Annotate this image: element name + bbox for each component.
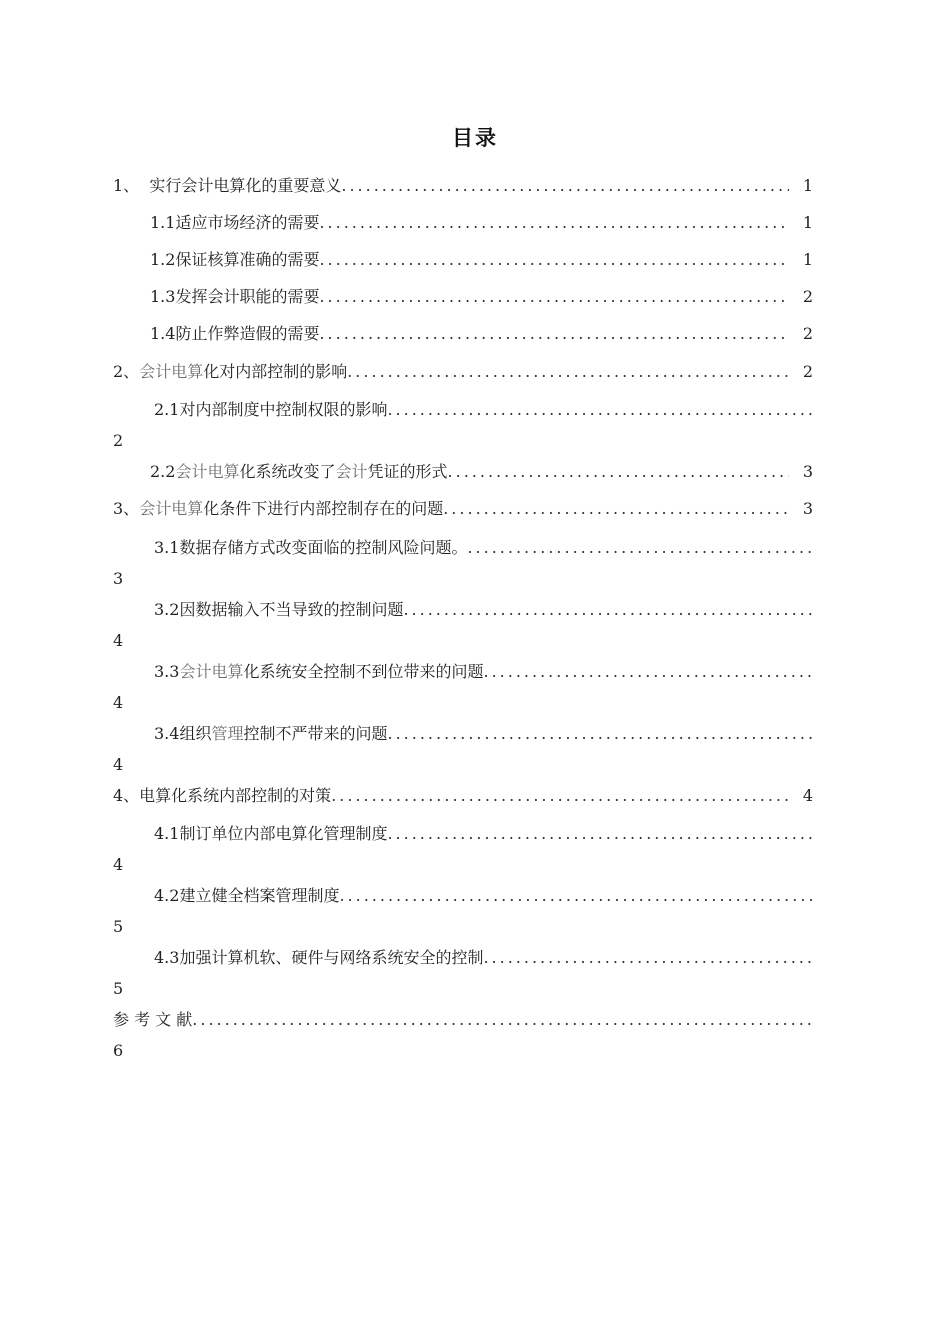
toc-page-number: 2: [802, 287, 813, 306]
toc-entry-text: 化系统改变了: [239, 462, 336, 481]
toc-page-number: 1: [802, 176, 813, 195]
toc-leader-dots: [341, 175, 789, 197]
toc-entry-text: 化系统安全控制不到位带来的问题: [243, 662, 484, 681]
toc-entry[interactable]: [113, 885, 813, 938]
toc-leader-dots: [483, 947, 813, 969]
toc-entry-text: 4、电算化系统内部控制的对策: [113, 786, 332, 805]
toc-page-number: 3: [113, 569, 124, 588]
toc-entry[interactable]: [113, 399, 813, 452]
toc-entry-text: 4.3加强计算机软、硬件与网络系统安全的控制: [154, 948, 484, 967]
toc-page-number: 5: [113, 979, 124, 998]
toc-leader-dots: [192, 1009, 813, 1031]
toc-leader-dots: [467, 537, 813, 559]
toc-entry-text: 4.2建立健全档案管理制度: [154, 886, 340, 905]
toc-entry-text: 1、 实行会计电算化的重要意义: [113, 176, 342, 195]
toc-entry-text: 1.2保证核算准确的需要: [150, 250, 320, 269]
toc-entry[interactable]: [113, 498, 813, 520]
toc-entry[interactable]: [113, 249, 813, 271]
toc-entry-text-gray: 会计电算: [139, 499, 204, 518]
toc-entry-text: 3.1数据存储方式改变面临的控制风险问题。: [154, 538, 468, 557]
toc-leader-dots: [319, 212, 789, 234]
toc-leader-dots: [448, 461, 789, 483]
toc-entry-text: 1.1适应市场经济的需要: [150, 213, 320, 232]
toc-entry-text-gray: 会计电算: [139, 362, 204, 381]
toc-leader-dots: [347, 361, 789, 383]
toc-page-number: 4: [802, 786, 813, 805]
toc-entry-text: 1.3发挥会计职能的需要: [150, 287, 320, 306]
toc-page-number: 2: [113, 431, 124, 450]
toc-entry-text-gray: 会计电算: [175, 462, 240, 481]
toc-page-number: 6: [113, 1041, 124, 1060]
toc-entry[interactable]: [113, 361, 813, 383]
toc-page-number: 3: [802, 462, 813, 481]
toc-leader-dots: [319, 286, 789, 308]
toc-page-number: 1: [802, 250, 813, 269]
toc-entry[interactable]: [113, 537, 813, 590]
toc-entry-text: 化对内部控制的影响: [203, 362, 348, 381]
toc-page-number: 2: [802, 362, 813, 381]
toc-page-number: 4: [113, 693, 124, 712]
toc-entry[interactable]: [113, 461, 813, 483]
toc-leader-dots: [331, 785, 789, 807]
toc-title: 目录: [452, 126, 498, 150]
toc-page-number: 3: [802, 499, 813, 518]
toc-entry[interactable]: [113, 1009, 813, 1062]
toc-entry-text-gray: 管理: [211, 724, 244, 743]
toc-leader-dots: [387, 723, 813, 745]
toc-leader-dots: [339, 885, 813, 907]
toc-entry-text: 2.2: [150, 462, 176, 481]
toc-page-number: 4: [113, 755, 124, 774]
toc-entry[interactable]: [113, 323, 813, 345]
toc-entry-text: 凭证的形式: [367, 462, 448, 481]
toc-leader-dots: [387, 399, 813, 421]
toc-entry-text: 2、: [113, 362, 140, 381]
toc-entry[interactable]: [113, 723, 813, 776]
toc-entry-text: 3.4组织: [154, 724, 212, 743]
toc-entry-text: 参 考 文 献: [113, 1010, 193, 1029]
toc-entry-text-gray: 会计电算: [179, 662, 244, 681]
toc-leader-dots: [319, 323, 789, 345]
toc-entry[interactable]: [113, 947, 813, 1000]
toc-entry-text: 4.1制订单位内部电算化管理制度: [154, 824, 388, 843]
toc-entry-text: 3、: [113, 499, 140, 518]
toc-entry[interactable]: [113, 599, 813, 652]
toc-entry-text: 1.4防止作弊造假的需要: [150, 324, 320, 343]
toc-entry-text: 3.2因数据输入不当导致的控制问题: [154, 600, 404, 619]
toc-leader-dots: [483, 661, 813, 683]
toc-entry-text: 3.3: [154, 662, 180, 681]
toc-entry[interactable]: [113, 661, 813, 714]
toc-page-number: 5: [113, 917, 124, 936]
toc-entry-text-gray: 会计: [335, 462, 368, 481]
toc-entry[interactable]: [113, 823, 813, 876]
toc-page-number: 4: [113, 631, 124, 650]
toc-page-number: 4: [113, 855, 124, 874]
toc-page-number: 1: [802, 213, 813, 232]
toc-leader-dots: [319, 249, 789, 271]
toc-entry-text: 化条件下进行内部控制存在的问题: [203, 499, 444, 518]
toc-entry[interactable]: [113, 175, 813, 197]
toc-leader-dots: [403, 599, 813, 621]
toc-entry-text: 控制不严带来的问题: [243, 724, 388, 743]
toc-entry[interactable]: [113, 286, 813, 308]
toc-entry-text: 2.1对内部制度中控制权限的影响: [154, 400, 388, 419]
toc-leader-dots: [443, 498, 789, 520]
toc-page-number: 2: [802, 324, 813, 343]
toc-entry[interactable]: [113, 785, 813, 807]
toc-leader-dots: [387, 823, 813, 845]
toc-entry[interactable]: [113, 212, 813, 234]
